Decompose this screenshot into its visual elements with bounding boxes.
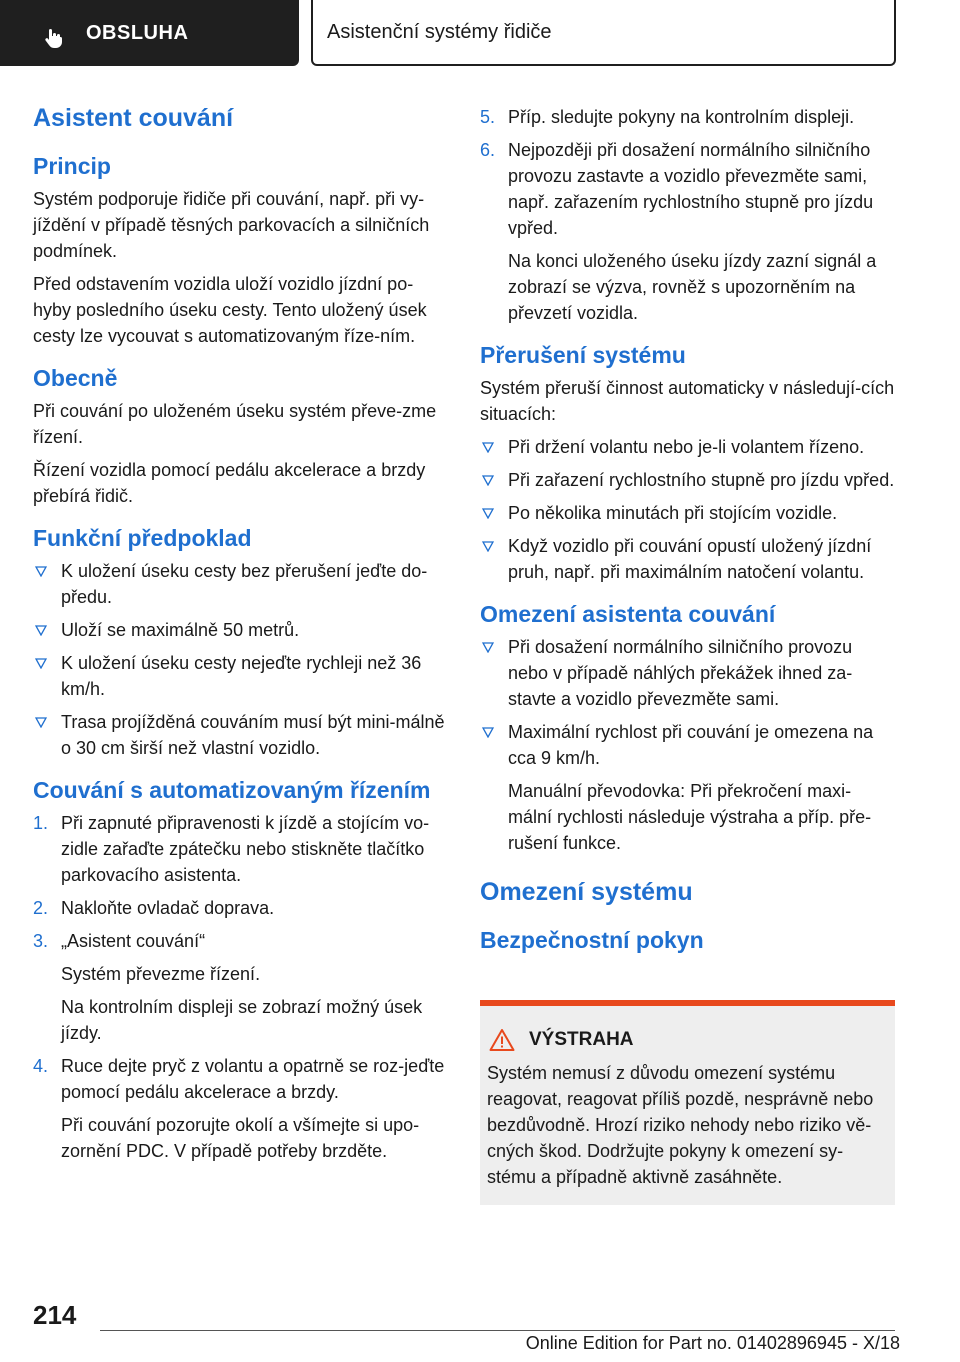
triangle-bullet-icon [35,658,47,669]
step-number: 5. [480,107,496,127]
triangle-bullet-icon [482,442,494,453]
triangle-bullet-icon [482,475,494,486]
list-item: Po několika minutách při stojícím vozidle. [480,500,895,526]
step-item: 6. Nejpozději při dosažení normálního silničního provozu zastavte a vozidlo převezměte sami, např. zařazením rychlostního stupně pro jízdu vpřed. Na konci uloženého úseku jízdy zazní signál a zobrazí se výzva, rovněž s upozorněním na převzetí vozidla. [480,137,895,326]
step-item: 4. Ruce dejte pryč z volantu a opatrně se roz-jeďte pomocí pedálu akcelerace a brzdy. Při couvání pozorujte okolí a všímejte si upo-zornění PDC. V případě potřeby brzděte. [33,1053,448,1164]
heading-omezeni-systemu: Omezení systému [480,878,693,906]
step-note: Na kontrolním displeji se zobrazí možný úsek jízdy. [61,997,423,1043]
step-item: 5. Příp. sledujte pokyny na kontrolním displeji. [480,104,895,130]
triangle-bullet-icon [482,727,494,738]
step-number: 1. [33,813,49,833]
list-item: K uložení úseku cesty nejeďte rychleji než 36 km/h. [33,650,448,702]
section-label: OBSLUHA [86,21,189,44]
right-column [480,104,895,960]
paragraph: Systém přeruší činnost automaticky v následují-cích situacích: [480,378,895,424]
step-number: 4. [33,1056,49,1076]
warning-box [480,1000,895,1205]
step-number: 2. [33,898,49,918]
chapter-title: Asistenční systémy řidiče [311,0,896,66]
page-title: Asistent couvání [33,104,234,132]
step-number: 3. [33,931,49,951]
left-column [33,104,448,1171]
paragraph: Řízení vozidla pomocí pedálu akcelerace a brzdy přebírá řidič. [33,460,426,506]
section-tab [0,0,299,66]
footer-divider [100,1330,895,1331]
step-note: Při couvání pozorujte okolí a všímejte si upo-zornění PDC. V případě potřeby brzděte. [61,1115,420,1161]
heading-preruseni: Přerušení systému [480,342,686,368]
warning-triangle-icon [489,1028,515,1052]
edition-note: Online Edition for Part no. 01402896945 - X/18 [525,1333,900,1353]
triangle-bullet-icon [35,625,47,636]
step-item: 2. Nakloňte ovladač doprava. [33,895,448,921]
list-item: Trasa projížděná couváním musí být mini-málně o 30 cm širší než vlastní vozidlo. [33,709,448,761]
page-number: 214 [33,1300,77,1330]
list-item: Uloží se maximálně 50 metrů. [33,617,448,643]
paragraph: Před odstavením vozidla uloží vozidlo jízdní po-hyby posledního úseku cesty. Tento uložený úsek cesty lze vycouvat s automatizovaným říze-ním. [33,274,427,346]
step-item: 1. Při zapnuté připravenosti k jízdě a stojícím vo-zidle zařaďte zpátečku nebo stiskněte tlačítko parkovacího asistenta. [33,810,448,888]
list-item: Při zařazení rychlostního stupně pro jízdu vpřed. [480,467,895,493]
warning-header [487,1028,887,1052]
heading-omezeni-asistenta: Omezení asistenta couvání [480,601,776,627]
step-item: 3. „Asistent couvání“ Systém převezme řízení. Na kontrolním displeji se zobrazí možný úsek jízdy. [33,928,448,1046]
step-number: 6. [480,140,496,160]
heading-princip: Princip [33,153,111,179]
triangle-bullet-icon [482,642,494,653]
list-item: Při dosažení normálního silničního provozu nebo v případě náhlých překážek ihned za-stavte a vozidlo převezměte sami. [480,634,895,712]
hand-pointer-icon [42,26,66,50]
paragraph: Systém podporuje řidiče při couvání, např. při vy-jíždění v případě těsných parkovacích a silničních podmínek. [33,189,430,261]
heading-couvani: Couvání s automatizovaným řízením [33,777,431,803]
list-item: Maximální rychlost při couvání je omezena na cca 9 km/h. Manuální převodovka: Při překročení maxi-mální rychlosti následuje výstraha a příp. pře-rušení funkce. [480,719,895,856]
heading-bezpecnost: Bezpečnostní pokyn [480,927,704,953]
paragraph: Při couvání po uloženém úseku systém převe-zme řízení. [33,401,437,447]
triangle-bullet-icon [35,566,47,577]
warning-title: VÝSTRAHA [529,1029,634,1050]
list-item: K uložení úseku cesty bez přerušení jeďte do-předu. [33,558,448,610]
heading-obecne: Obecně [33,365,118,391]
warning-text: Systém nemusí z důvodu omezení systému reagovat, reagovat příliš pozdě, nesprávně nebo bezdůvodně. Hrozí riziko nehody nebo riziko vě-cných škod. Dodržujte pokyny k omezení sy-stému a případně aktivně zasáhněte. [487,1063,874,1187]
step-note: Na konci uloženého úseku jízdy zazní signál a zobrazí se výzva, rovněž s upozorněním na převzetí vozidla. [508,251,877,323]
list-item: Při držení volantu nebo je-li volantem řízeno. [480,434,895,460]
list-item: Když vozidlo při couvání opustí uložený jízdní pruh, např. při maximálním natočení volantu. [480,533,895,585]
heading-predpoklad: Funkční předpoklad [33,525,252,551]
list-note: Manuální převodovka: Při překročení maxi-mální rychlosti následuje výstraha a příp. pře-rušení funkce. [508,781,872,853]
triangle-bullet-icon [35,717,47,728]
step-note: Systém převezme řízení. [61,964,261,984]
triangle-bullet-icon [482,541,494,552]
triangle-bullet-icon [482,508,494,519]
